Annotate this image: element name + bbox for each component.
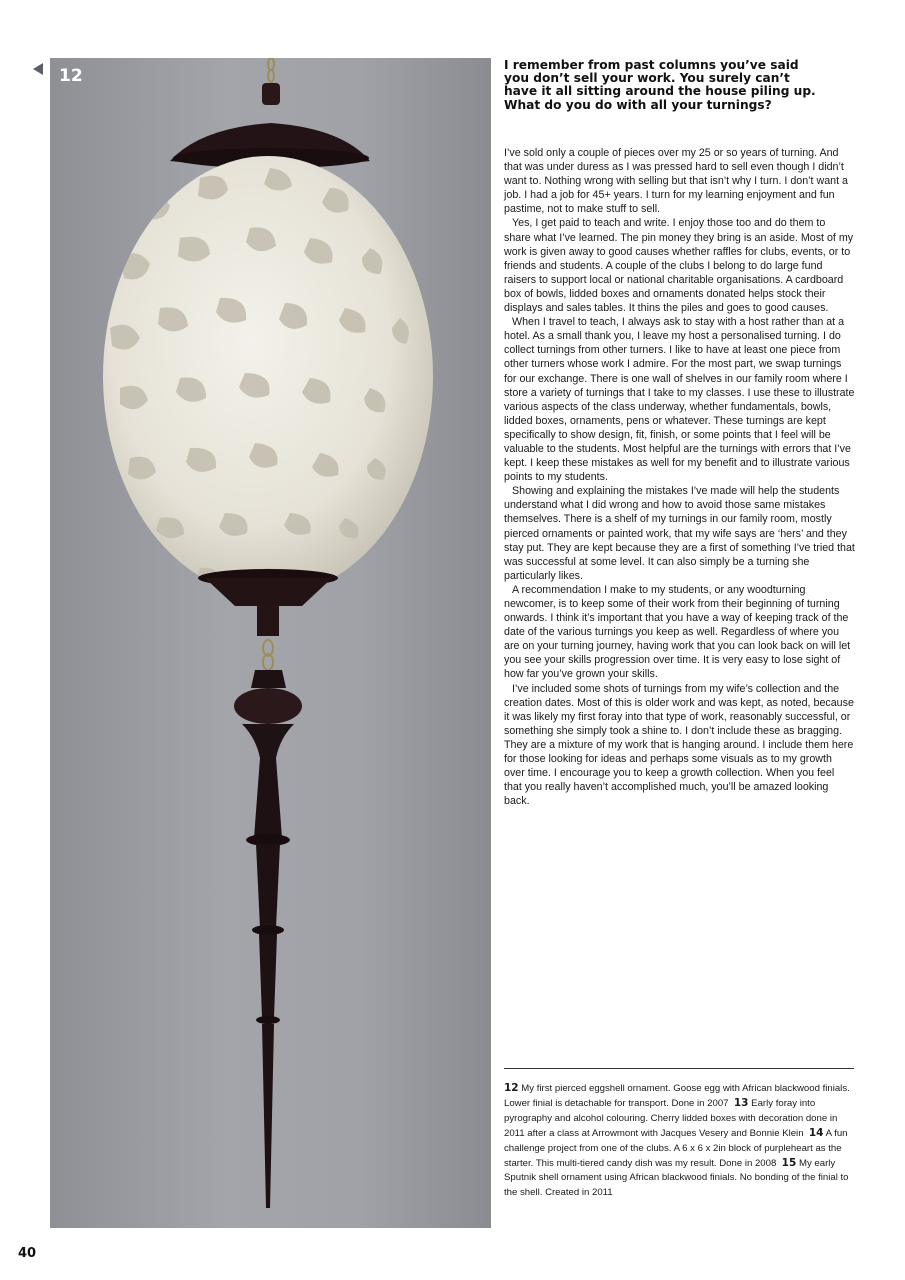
article-paragraph: Showing and explaining the mistakes I’ve made will help the students understand what I did wrong and how to avoid those same mistakes themselves. There is a shelf of my turnings in our family room, mostly pierced ornaments or painted work, that my wife says are ‘hers’ and they stay put. They are kept because they are a first of something I’ve tried that was successful at some level. It can also simply be a turning she particularly likes. <box>504 485 855 582</box>
caption-number: 13 <box>733 1097 749 1110</box>
caption-text: Early foray into pyrography and alcohol colouring. Cherry lidded boxes with decoration done in 2011 after a class at Arrowmont with Jacques Vesery and Bonnie Klein <box>504 1098 838 1140</box>
article-paragraph: When I travel to teach, I always ask to stay with a host rather than at a hotel. As a small thank you, I leave my host a personalised turning. I do collect turnings from other turners. I like to have at least one piece from other turners whose work I admire. For the most part, we swap turnings for our exchange. There is one wall of shelves in our family room where I store a variety of turnings that I take to my classes. I use these to illustrate various aspects of the class underway, whether fundamentals, bowls, lidded boxes, ornaments, pens or whatever. These turnings are kept specifically to show design, fit, finish, or some points that I feel will be valuable to the students. Most helpful are the turnings with errors that I’ve kept. I keep these mistakes as well for my benefit and to illustrate various points to my students. <box>504 316 855 484</box>
question-heading: I remember from past columns you’ve said you don’t sell your work. You surely can’t have it all sitting around the house piling up. What do you do with all your turnings? <box>504 58 816 112</box>
bottom-finial <box>198 569 338 1208</box>
hanging-chain <box>268 58 274 82</box>
article-paragraph: I’ve sold only a couple of pieces over my 25 or so years of turning. And that was under duress as I was pressed hard to sell even though I didn’t want to. Nothing wrong with selling but that isn’t why I turn. I don’t want a job. I had a job for 45+ years. I turn for my learning enjoyment and fun pastime, not to make stuff to sell. <box>504 147 848 216</box>
ornament-photo <box>50 58 491 1228</box>
caption-text: A fun challenge project from one of the clubs. A 6 x 6 x 2in block of purpleheart as the starter. This multi-tiered candy dish was my result. Done in 2008 <box>504 1128 848 1170</box>
captions-block <box>504 1081 850 1200</box>
pierced-eggshell <box>103 156 433 596</box>
caption-number: 14 <box>808 1127 824 1140</box>
caption-text: My early Sputnik shell ornament using African blackwood finials. No bonding of the finial to the shell. Created in 2011 <box>504 1158 849 1198</box>
article-body <box>504 146 855 808</box>
top-finial <box>170 83 370 168</box>
page-number: 40 <box>18 1246 37 1261</box>
article-paragraph: I’ve included some shots of turnings from my wife’s collection and the creation dates. Most of this is older work and was kept, as noted, because it was likely my first foray into that type of work, reasonably successful, or something she simply took a shine to. I don’t include these as bragging. They are a mixture of my work that is hanging around. I include them here for those looking for ideas and perhaps some visuals as to my growth over time. I encourage you to keep a growth collection. When you feel that you really haven’t accomplished much, you’ll be amazed looking back. <box>504 682 854 808</box>
figure-pointer-icon <box>33 63 43 75</box>
article-paragraph: Yes, I get paid to teach and write. I enjoy those too and do them to share what I’ve learned. The pin money they bring is an aside. Most of my work is given away to good causes whether raffles for clubs, events, or to friends and students. A couple of the clubs I belong to do large fund raisers to support local or national charitable organisations. A cardboard box of bowls, lidded boxes and ornaments donated helps stock their displays and sales tables. It thins the piles and goes to good causes. <box>504 217 854 315</box>
article-paragraph: A recommendation I make to my students, or any woodturning newcomer, is to keep some of their work from their beginning of turning onwards. I think it’s important that you have a way of keeping track of the date of the various turnings you keep as well. Regardless of where you are on your turning journey, having work that you can look back on will let you see your skills progression over time. It is very easy to lose sight of how far you’ve grown your skills. <box>504 583 851 681</box>
figure-number: 12 <box>59 66 83 86</box>
caption-number: 15 <box>781 1157 797 1170</box>
caption-divider <box>504 1068 854 1069</box>
ornament-illustration <box>50 58 491 1228</box>
caption-number: 12 <box>504 1082 519 1094</box>
caption-text: My first pierced eggshell ornament. Goose egg with African blackwood finials. Lower finial is detachable for transport. Done in 2007 <box>504 1083 850 1110</box>
